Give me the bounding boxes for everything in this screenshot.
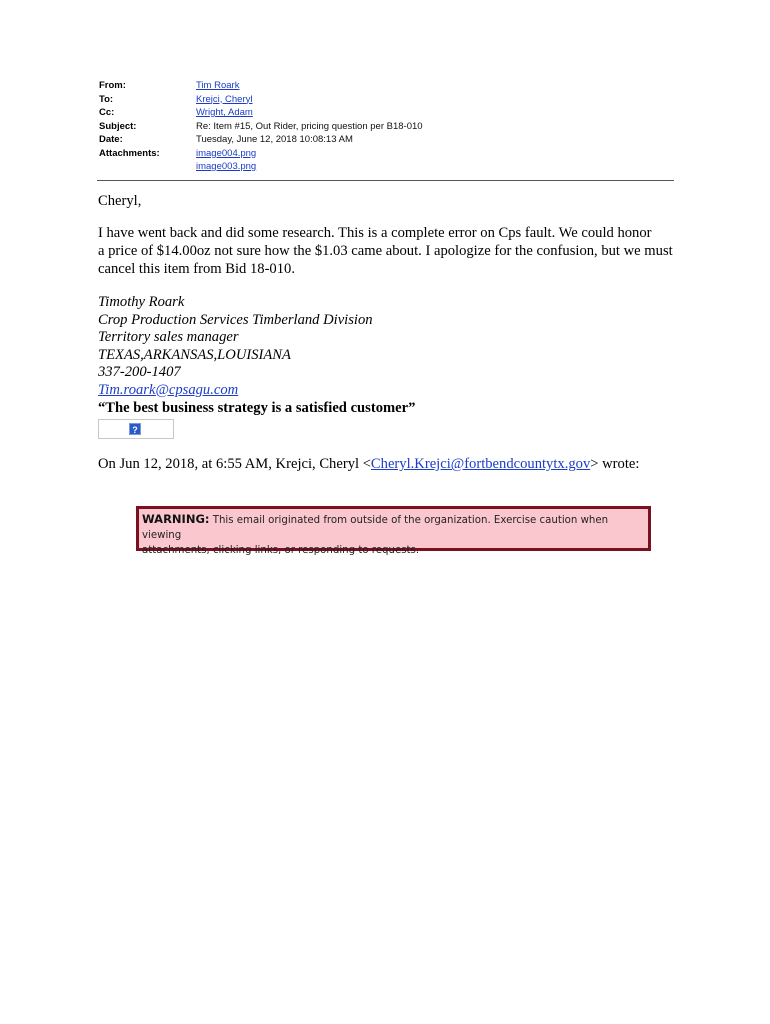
missing-image-icon: ? [129, 423, 141, 435]
from-link[interactable]: Tim Roark [196, 80, 240, 91]
header-divider [97, 180, 674, 181]
email-body [98, 192, 708, 473]
cc-link[interactable]: Wright, Adam [196, 107, 253, 118]
date-value: Tuesday, June 12, 2018 10:08:13 AM [196, 134, 353, 145]
from-label: From: [99, 80, 126, 91]
signature-company: Crop Production Services Timberland Division [98, 311, 373, 328]
warning-text: This email originated from outside of the organization. Exercise caution when viewing [142, 515, 609, 541]
attachment-link[interactable]: image003.png [196, 161, 257, 172]
paragraph-line: a price of $14.00oz not sure how the $1.03 came about. I apologize for the confusion, but we must [98, 243, 673, 259]
signature-block [98, 294, 708, 399]
date-label: Date: [99, 134, 123, 145]
signature-phone: 337-200-1407 [98, 364, 181, 380]
from-row [99, 79, 423, 93]
signature-title: Territory sales manager [98, 329, 239, 345]
reply-quote-line [98, 455, 708, 473]
email-header [99, 79, 423, 174]
paragraph-line: cancel this item from Bid 18-010. [98, 261, 295, 277]
to-row [99, 93, 423, 107]
reply-prefix: On Jun 12, 2018, at 6:55 AM, Krejci, Cheryl < [98, 456, 371, 472]
attachments-label: Attachments: [99, 147, 160, 159]
external-email-warning [136, 506, 651, 556]
message-paragraph [98, 224, 708, 278]
subject-value: Re: Item #15, Out Rider, pricing question per B18-010 [196, 120, 423, 132]
reply-suffix: > wrote: [590, 456, 640, 472]
attachments-row-2 [99, 160, 423, 174]
paragraph-line: I have went back and did some research. This is a complete error on Cps fault. We could honor [98, 225, 652, 241]
warning-label: WARNING: [142, 512, 210, 526]
signature-name: Timothy Roark [98, 294, 185, 310]
cc-row [99, 106, 423, 120]
subject-row [99, 120, 423, 134]
attachment-link[interactable]: image004.png [196, 147, 257, 159]
warning-text-2: attachments, clicking links, or responding to requests. [142, 545, 420, 556]
to-link[interactable]: Krejci, Cheryl [196, 93, 253, 105]
date-row [99, 133, 423, 147]
cc-label: Cc: [99, 107, 115, 118]
reply-email-link[interactable]: Cheryl.Krejci@fortbendcountytx.gov [370, 456, 591, 472]
signature-quote: “The best business strategy is a satisfied customer” [98, 400, 416, 416]
subject-label: Subject: [99, 120, 137, 132]
to-label: To: [99, 93, 114, 105]
signature-region: TEXAS,ARKANSAS,LOUISIANA [98, 346, 291, 363]
attachments-row [99, 147, 423, 161]
greeting: Cheryl, [98, 193, 142, 209]
signature-email-link[interactable]: Tim.roark@cpsagu.com [98, 381, 239, 398]
broken-image-placeholder [98, 419, 174, 439]
